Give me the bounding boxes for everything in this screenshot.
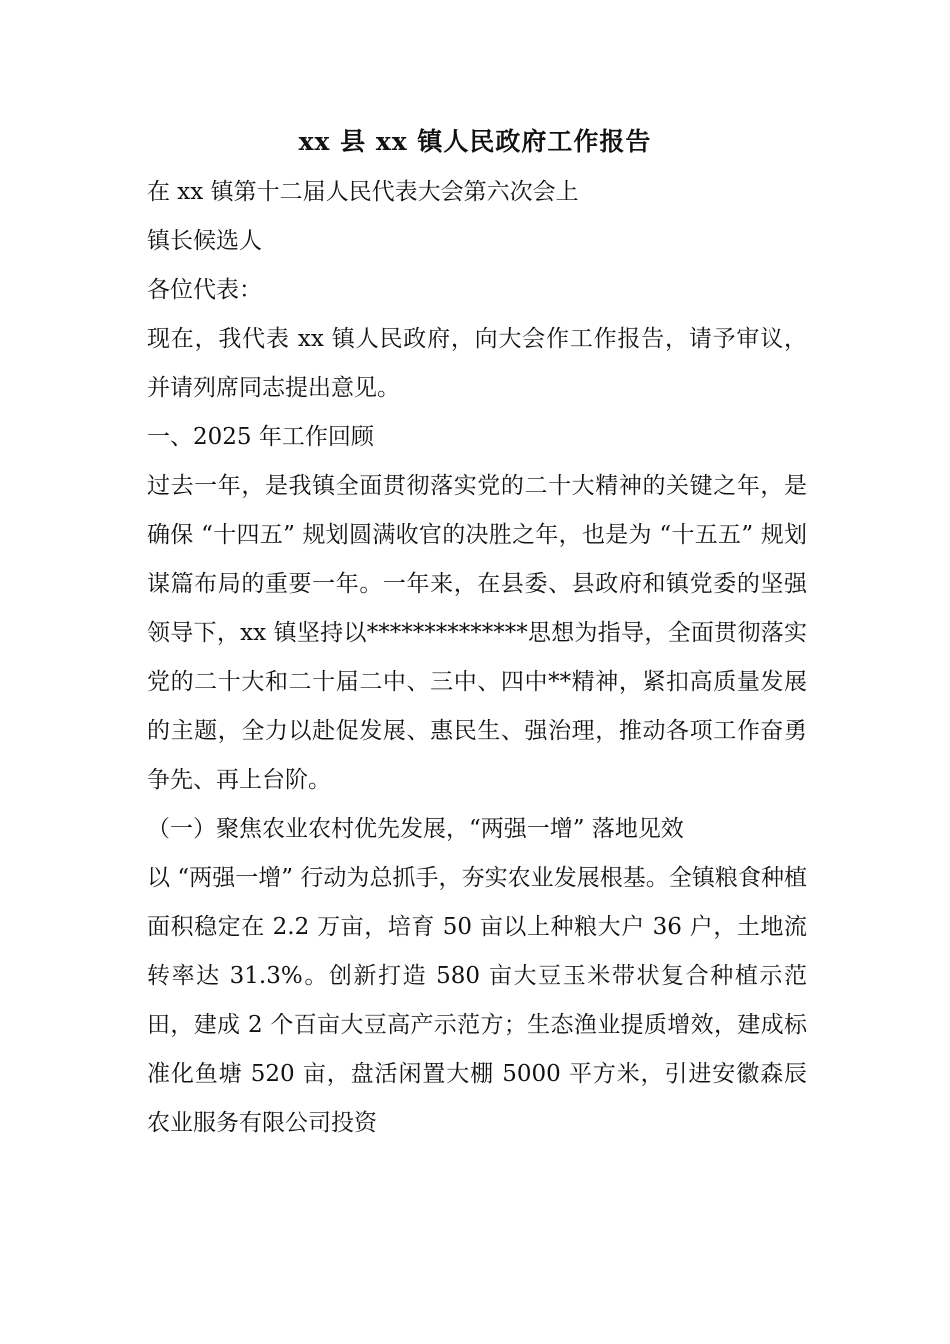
meeting-line: 在 xx 镇第十二届人民代表大会第六次会上 bbox=[147, 179, 579, 205]
subsection-heading: （一）聚焦农业农村优先发展，“两强一增” 落地见效 bbox=[147, 816, 684, 842]
document-body bbox=[147, 168, 807, 1148]
speaker-line: 镇长候选人 bbox=[147, 228, 262, 254]
intro-paragraph: 现在，我代表 xx 镇人民政府，向大会作工作报告，请予审议，并请列席同志提出意见。 bbox=[147, 326, 807, 401]
agriculture-paragraph: 以 “两强一增” 行动为总抓手，夯实农业发展根基。全镇粮食种植面积稳定在 2.2 万亩，培育 50 亩以上种粮大户 36 户，土地流转率达 31.3%。创新打造 580 亩大豆玉米带状复合种植示范田，建成 2 个百亩大豆高产示范方；生态渔业提质增效，建成标准化鱼塘 520 亩，盘活闲置大棚 5000 平方米，引进安徽森辰农业服务有限公司投资 bbox=[147, 865, 807, 1136]
review-paragraph: 过去一年，是我镇全面贯彻落实党的二十大精神的关键之年，是确保 “十四五” 规划圆满收官的决胜之年，也是为 “十五五” 规划谋篇布局的重要一年。一年来，在县委、县政府和镇党委的坚强领导下，xx 镇坚持以**************思想为指导，全面贯彻落实党的二十大和二十届二中、三中、四中**精神，紧扣高质量发展的主题，全力以赴促发展、惠民生、强治理，推动各项工作奋勇争先、再上台阶。 bbox=[147, 473, 807, 793]
salutation: 各位代表： bbox=[147, 277, 262, 303]
document-title: xx 县 xx 镇人民政府工作报告 bbox=[298, 127, 652, 156]
section-heading: 一、2025 年工作回顾 bbox=[147, 424, 374, 450]
